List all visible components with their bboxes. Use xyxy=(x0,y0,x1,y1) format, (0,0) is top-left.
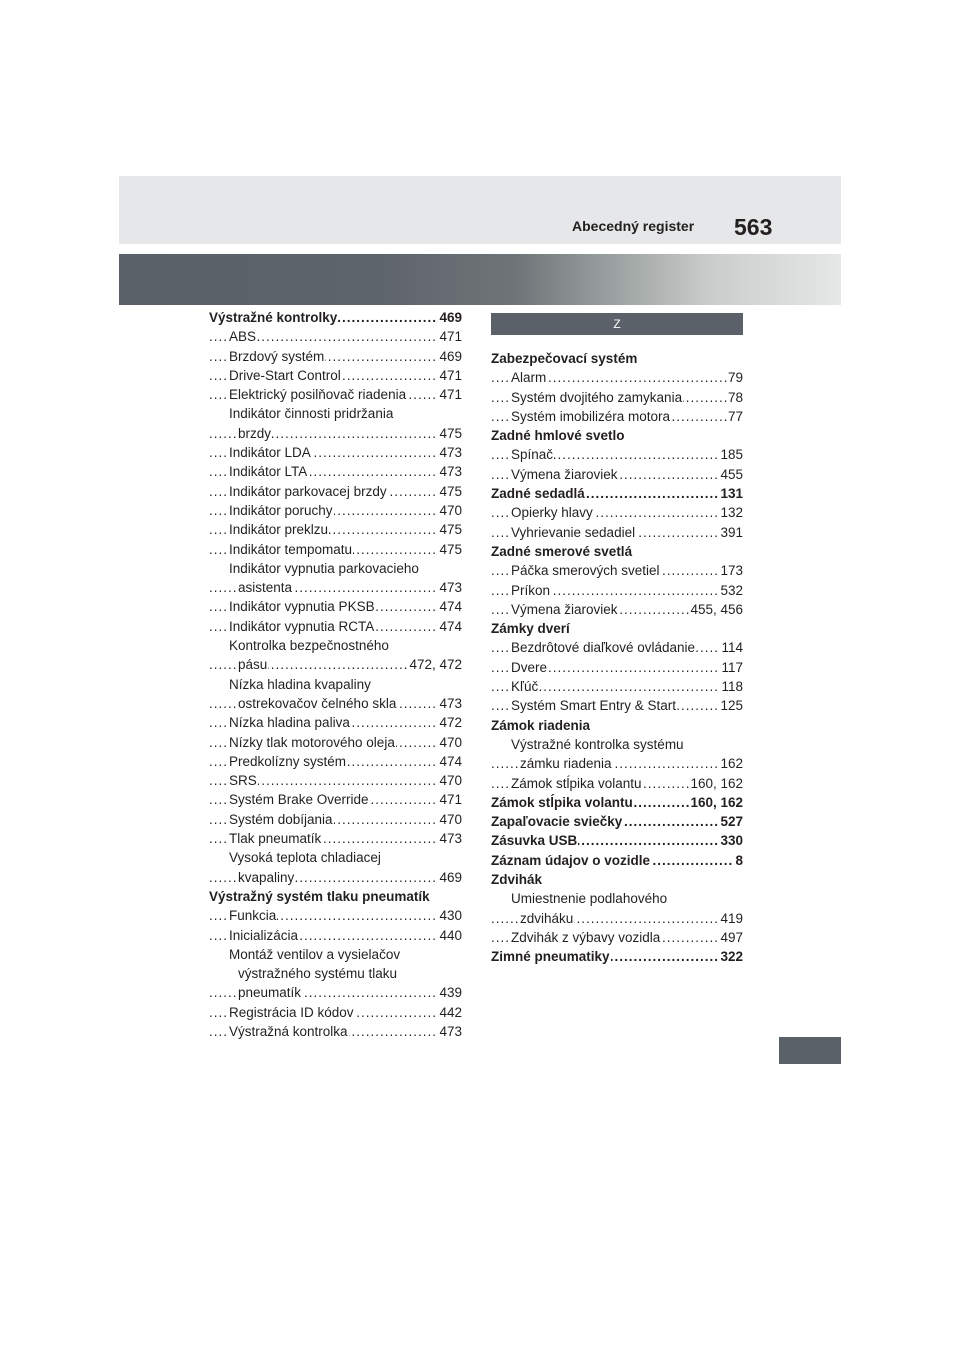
index-entry-text: Indikátor preklzu xyxy=(229,522,329,538)
index-entry-text: Zámky dverí xyxy=(491,621,570,637)
index-entry-text: Výstražná kontrolka xyxy=(229,1023,348,1039)
index-entry xyxy=(209,752,462,771)
header-bar xyxy=(119,176,841,244)
index-entry-page: 470 xyxy=(438,771,462,790)
index-entry-text: Montáž ventilov a vysielačov xyxy=(229,946,401,962)
index-entry-page: 114 xyxy=(720,638,743,657)
index-entry xyxy=(491,812,743,831)
index-entry-text: Zámok stĺpika volantu xyxy=(491,794,633,810)
index-entry xyxy=(209,675,462,694)
index-entry-page: 469 xyxy=(438,868,462,887)
index-entry-text: Zadné hmlové svetlo xyxy=(491,428,625,444)
index-entry xyxy=(209,771,462,790)
index-entry xyxy=(209,1003,462,1022)
index-entry-text: Systém dvojitého zamykania xyxy=(511,389,683,405)
index-entry xyxy=(491,349,743,368)
index-entry xyxy=(491,831,743,850)
index-entry-text: Výstražné kontrolky xyxy=(209,310,338,325)
index-entry-text: Vyhrievanie sedadiel xyxy=(511,524,636,540)
index-entry-text: Indikátor poruchy xyxy=(229,502,333,518)
index-entry-text: Výmena žiaroviek xyxy=(511,601,618,617)
index-entry xyxy=(491,523,743,542)
index-entry xyxy=(491,793,743,812)
index-entry xyxy=(209,482,462,501)
index-entry-text: Nízka hladina paliva xyxy=(229,715,350,731)
index-entry-text: Zdvihák xyxy=(491,872,543,888)
index-entry-page: 473 xyxy=(438,443,462,462)
index-entry-text: Indikátor činnosti pridržania xyxy=(229,406,394,422)
index-entry-text: Brzdový systém xyxy=(229,348,325,364)
index-entry xyxy=(491,735,743,754)
index-entry-text: Predkolízny systém xyxy=(229,753,347,769)
index-entry-text: Umiestnenie podlahového xyxy=(511,891,668,907)
index-entry-text: Zapaľovacie sviečky xyxy=(491,814,623,830)
index-entry-text: výstražného systému tlaku xyxy=(238,966,398,982)
index-entry-text: Príkon xyxy=(511,582,551,598)
index-entry xyxy=(491,677,743,696)
index-entry-page: 160, 162 xyxy=(689,774,743,793)
index-entry xyxy=(491,600,743,619)
index-entry-text: SRS xyxy=(229,773,257,789)
index-entry xyxy=(491,889,743,908)
index-entry-text: Zámok riadenia xyxy=(491,717,591,733)
index-entry xyxy=(209,597,462,616)
index-entry-page: 469 xyxy=(438,308,462,327)
index-entry-page: 439 xyxy=(438,983,462,1002)
index-entry xyxy=(491,368,743,387)
index-entry-text: Výstražné kontrolka systému xyxy=(511,736,684,752)
header-title: Abecedný register xyxy=(572,218,695,234)
index-entry-page: 132 xyxy=(719,503,743,522)
index-entry-page: 125 xyxy=(719,696,743,715)
index-entry xyxy=(491,542,743,561)
index-entry xyxy=(209,790,462,809)
index-entry xyxy=(491,426,743,445)
index-entry xyxy=(209,540,462,559)
index-entry xyxy=(209,424,462,443)
index-entry-page: 473 xyxy=(438,462,462,481)
index-entries-right xyxy=(491,349,743,967)
index-entry xyxy=(209,810,462,829)
index-entry xyxy=(491,851,743,870)
index-entry-page: 78 xyxy=(727,388,743,407)
index-entry-page: 442 xyxy=(438,1003,462,1022)
index-entry-page: 474 xyxy=(438,617,462,636)
index-entry xyxy=(491,774,743,793)
index-entry-page: 117 xyxy=(720,658,743,677)
index-entry-page: 471 xyxy=(438,327,462,346)
index-entry xyxy=(209,501,462,520)
index-entry-page: 475 xyxy=(438,520,462,539)
index-entry-page: 173 xyxy=(719,561,743,580)
index-entry xyxy=(491,388,743,407)
index-entry-text: Dvere xyxy=(511,659,548,675)
index-entry xyxy=(209,733,462,752)
index-entry-text: Indikátor vypnutia RCTA xyxy=(229,618,375,634)
index-entry xyxy=(491,947,743,966)
index-entry xyxy=(209,926,462,945)
index-entry-page: 440 xyxy=(438,926,462,945)
index-entry-page: 473 xyxy=(438,1022,462,1041)
index-entry xyxy=(491,407,743,426)
index-entry-text: Nízky tlak motorového oleja xyxy=(229,734,395,750)
index-entry xyxy=(209,887,462,906)
index-entry-page: 391 xyxy=(719,523,743,542)
index-entry-page: 473 xyxy=(438,694,462,713)
index-entry xyxy=(209,327,462,346)
index-entry-page: 419 xyxy=(719,909,743,928)
index-entry-page: 527 xyxy=(719,812,743,831)
index-entry xyxy=(209,636,462,655)
index-entry-page: 474 xyxy=(438,752,462,771)
index-entry xyxy=(209,366,462,385)
index-entry xyxy=(491,754,743,773)
index-entry xyxy=(491,638,743,657)
index-entry xyxy=(209,655,462,674)
index-entry-page: 118 xyxy=(720,677,743,696)
index-entry-page: 8 xyxy=(734,851,743,870)
index-entry-text: Bezdrôtové diaľkové ovládanie xyxy=(511,640,696,656)
index-entry-text: Elektrický posilňovač riadenia xyxy=(229,387,407,403)
index-entry xyxy=(209,983,462,1002)
index-entry-page: 471 xyxy=(438,385,462,404)
index-entry-text: Indikátor vypnutia PKSB xyxy=(229,599,375,615)
index-entry xyxy=(209,578,462,597)
index-entry xyxy=(491,445,743,464)
index-entry xyxy=(491,870,743,889)
index-entry-page: 532 xyxy=(719,581,743,600)
index-entry-page: 430 xyxy=(438,906,462,925)
index-entry-text: Zásuvka USB xyxy=(491,833,578,849)
index-entry xyxy=(209,694,462,713)
index-entry-page: 470 xyxy=(438,501,462,520)
index-entry-page: 131 xyxy=(719,484,743,503)
index-entry-page: 497 xyxy=(719,928,743,947)
index-entry-text: Výstražný systém tlaku pneumatík xyxy=(209,888,430,904)
index-entry xyxy=(209,462,462,481)
index-entry-text: Zadné sedadlá xyxy=(491,486,585,502)
index-entry-text: Registrácia ID kódov xyxy=(229,1004,354,1020)
page-number: 563 xyxy=(734,214,773,240)
decorative-band xyxy=(119,254,841,305)
index-entry-page: 472 xyxy=(438,713,462,732)
index-entry-text: Záznam údajov o vozidle xyxy=(491,852,651,868)
index-column-left xyxy=(209,308,462,1041)
index-column-right xyxy=(491,308,743,967)
index-entry-text: Kľúč xyxy=(511,679,539,695)
index-entry xyxy=(209,443,462,462)
index-entry-page: 470 xyxy=(438,733,462,752)
index-entry-page: 455, 456 xyxy=(689,600,743,619)
index-entry xyxy=(209,385,462,404)
index-entry xyxy=(209,520,462,539)
index-entry-text: brzdy xyxy=(238,425,272,441)
index-entry-text: pásu xyxy=(238,657,268,673)
index-entry-page: 471 xyxy=(438,790,462,809)
index-entry xyxy=(491,716,743,735)
index-entry-text: Opierky hlavy xyxy=(511,505,593,521)
index-entry xyxy=(491,696,743,715)
index-entry-text: ostrekovačov čelného skla xyxy=(238,695,397,711)
index-entry-page: 475 xyxy=(438,482,462,501)
index-entry-text: Systém dobíjania xyxy=(229,811,333,827)
index-entry-text: Páčka smerových svetiel xyxy=(511,563,660,579)
index-entry xyxy=(209,868,462,887)
index-entry-text: Zabezpečovací systém xyxy=(491,351,638,366)
index-entry-page: 473 xyxy=(438,829,462,848)
index-entry-text: Kontrolka bezpečnostného xyxy=(229,638,389,654)
index-entry xyxy=(209,404,462,423)
index-entry-text: Drive-Start Control xyxy=(229,367,341,383)
index-entry-page: 475 xyxy=(438,540,462,559)
index-entry xyxy=(209,829,462,848)
index-entry xyxy=(209,308,462,327)
index-entry xyxy=(209,906,462,925)
index-entry-text: Alarm xyxy=(511,370,547,386)
index-entry-page: 162 xyxy=(719,754,743,773)
index-entry-text: zdviháku xyxy=(520,910,574,926)
section-letter-bar: Z xyxy=(491,313,743,335)
index-entry-page: 472, 472 xyxy=(408,655,462,674)
index-entry xyxy=(491,484,743,503)
index-entry-text: Výmena žiaroviek xyxy=(511,466,618,482)
index-entry-text: Zdvihák z výbavy vozidla xyxy=(511,929,661,945)
index-entry xyxy=(491,909,743,928)
index-entry-page: 455 xyxy=(719,465,743,484)
index-entry-page: 474 xyxy=(438,597,462,616)
index-entry-text: Vysoká teplota chladiacej xyxy=(229,850,381,866)
index-entry xyxy=(209,1022,462,1041)
index-entry-text: kvapaliny xyxy=(238,869,295,885)
index-entry-text: Indikátor LTA xyxy=(229,464,308,480)
index-entry-page: 77 xyxy=(727,407,743,426)
index-entry-text: Funkcia xyxy=(229,908,277,924)
index-entry xyxy=(209,559,462,578)
index-entry xyxy=(491,928,743,947)
index-entry xyxy=(491,658,743,677)
index-entry-text: Zimné pneumatiky xyxy=(491,949,610,965)
index-entry-text: zámku riadenia xyxy=(520,756,612,772)
index-entry xyxy=(491,465,743,484)
index-entry xyxy=(209,945,462,964)
index-entry-page: 470 xyxy=(438,810,462,829)
index-entry xyxy=(209,848,462,867)
index-entry xyxy=(209,617,462,636)
index-entry-text: Inicializácia xyxy=(229,927,299,943)
index-entry-text: Indikátor vypnutia parkovacieho xyxy=(229,560,419,576)
index-entry xyxy=(491,581,743,600)
index-entry-text: ABS xyxy=(229,329,257,345)
index-entry xyxy=(491,561,743,580)
index-entry-page: 322 xyxy=(719,947,743,966)
index-entry-page: 160, 162 xyxy=(689,793,743,812)
index-entry-page: 473 xyxy=(438,578,462,597)
index-entry-text: Indikátor parkovacej brzdy xyxy=(229,483,387,499)
index-entry-text: pneumatík xyxy=(238,985,302,1001)
index-entry-page: 475 xyxy=(438,424,462,443)
index-entry-text: Systém imobilizéra motora xyxy=(511,408,671,424)
index-entry-text: Indikátor LDA xyxy=(229,445,311,461)
index-entry-text: Nízka hladina kvapaliny xyxy=(229,676,371,692)
index-entry-page: 79 xyxy=(727,368,743,387)
index-entry-text: asistenta xyxy=(238,580,293,596)
index-entry-text: Spínač xyxy=(511,447,554,463)
index-entry-text: Zámok stĺpika volantu xyxy=(511,775,642,791)
index-entry xyxy=(491,619,743,638)
index-entry-page: 330 xyxy=(719,831,743,850)
index-entry-page: 185 xyxy=(719,445,743,464)
index-entry-text: Systém Brake Override xyxy=(229,792,369,808)
index-entry-page: 469 xyxy=(438,347,462,366)
index-entry xyxy=(209,347,462,366)
index-entry xyxy=(209,713,462,732)
index-entry-text: Zadné smerové svetlá xyxy=(491,543,633,559)
index-entry-text: Tlak pneumatík xyxy=(229,831,322,847)
index-entry-page: 471 xyxy=(438,366,462,385)
index-entry-text: Systém Smart Entry & Start xyxy=(511,698,677,714)
index-entry xyxy=(209,964,462,983)
index-entry xyxy=(491,503,743,522)
index-entry-text: Indikátor tempomatu xyxy=(229,541,353,557)
section-tab-marker xyxy=(779,1037,841,1064)
